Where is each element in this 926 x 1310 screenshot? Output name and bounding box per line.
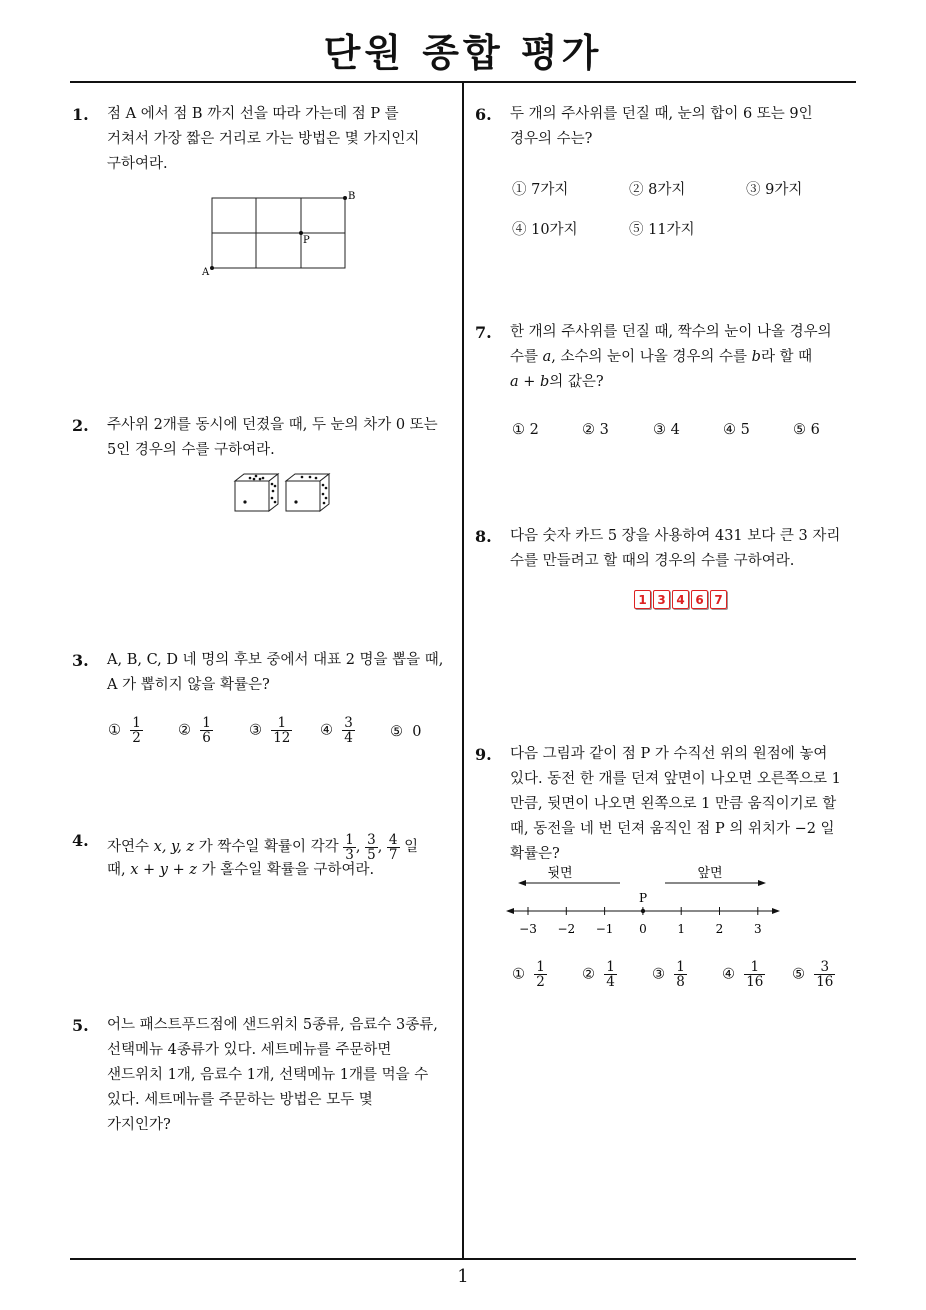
- tick-label: 3: [753, 922, 762, 936]
- question-number: 6.: [475, 105, 492, 124]
- tick-label: 1: [677, 922, 686, 936]
- number-cards: [634, 590, 727, 609]
- option-4[interactable]: ④ $\frac{1}{16}$: [722, 959, 764, 990]
- grid-figure: [195, 185, 370, 280]
- number-line-figure: [500, 860, 790, 940]
- back-label: 뒷면: [547, 866, 573, 881]
- question-text: 한 개의 주사위를 던질 때, 짝수의 눈이 나올 경우의 수를 a, 소수의 눈이 나올 경우의 수를 b라 할 때 a + b의 값은?: [510, 324, 832, 390]
- option-1[interactable]: ① 2: [512, 422, 539, 438]
- tick-label: −1: [595, 922, 614, 936]
- point-p-label: P: [638, 891, 648, 905]
- tick-label: 2: [715, 922, 724, 936]
- front-label: 앞면: [697, 866, 723, 881]
- question-text: 자연수 x, y, z 가 짝수일 확률이 각각 $\frac{1}{3}$ , $\frac{3}{5}$ , $\frac{4}{7}$ 일 때, x + y + z 가 홀수일 확률을 구하여라.: [107, 831, 419, 878]
- option-2[interactable]: ② $\frac{1}{4}$: [582, 959, 615, 990]
- question-text: 다음 그림과 같이 점 P 가 수직선 위의 원점에 놓여 있다. 동전 한 개를 던져 앞면이 나오면 오른쪽으로 1 만큼, 뒷면이 나오면 왼쪽으로 1 만큼 움직이기로 할 때, 동전을 네 번 던져 움직인 점 P 의 위치가 −2 일 확률은?: [510, 746, 841, 862]
- tick-label: −3: [519, 922, 537, 936]
- point-p-label: P: [303, 235, 310, 246]
- question-number: 5.: [72, 1016, 89, 1035]
- question-text: 점 A 에서 점 B 까지 선을 따라 가는데 점 P 를 거쳐서 가장 짧은 거리로 가는 방법은 몇 가지인지 구하여라.: [107, 106, 420, 172]
- option-1[interactable]: ① $\frac{1}{2}$: [512, 959, 545, 990]
- page-title: 단원 종합 평가: [323, 31, 603, 75]
- option-3[interactable]: ③ 4: [653, 422, 680, 438]
- q9-options: [512, 960, 852, 1000]
- tick-label: 0: [639, 922, 647, 936]
- question-text: 다음 숫자 카드 5 장을 사용하여 431 보다 큰 3 자리 수를 만들려고 할 때의 경우의 수를 구하여라.: [510, 528, 841, 569]
- number-card: 3: [653, 590, 670, 609]
- q6-options: [512, 178, 852, 238]
- q3-options: [108, 716, 458, 756]
- die-2: [286, 474, 329, 511]
- question-number: 8.: [475, 527, 492, 546]
- number-card: 1: [634, 590, 651, 609]
- column-divider: [462, 82, 464, 1258]
- option-2[interactable]: ② 8가지: [629, 182, 686, 198]
- option-3[interactable]: ③ 9가지: [746, 182, 803, 198]
- question-text: 두 개의 주사위를 던질 때, 눈의 합이 6 또는 9인 경우의 수는?: [510, 106, 813, 147]
- option-5[interactable]: ⑤ 11가지: [629, 222, 695, 238]
- option-2[interactable]: ② $\frac{1}{6}$: [178, 715, 211, 746]
- number-card: 6: [691, 590, 708, 609]
- question-number: 3.: [72, 651, 89, 670]
- q7-options: [512, 422, 852, 446]
- question-number: 1.: [72, 105, 89, 124]
- question-text: A, B, C, D 네 명의 후보 중에서 대표 2 명을 뽑을 때, A 가 뽑히지 않을 확률은?: [107, 652, 444, 693]
- option-4[interactable]: ④ $\frac{3}{4}$: [320, 715, 353, 746]
- bottom-rule: [70, 1258, 856, 1260]
- option-3[interactable]: ③ $\frac{1}{8}$: [652, 959, 685, 990]
- number-card: 7: [710, 590, 727, 609]
- point-a-label: A: [202, 267, 210, 278]
- option-1[interactable]: ① 7가지: [512, 182, 569, 198]
- option-3[interactable]: ③ $\frac{1}{12}$: [249, 715, 291, 746]
- page-number: 1: [457, 1266, 469, 1287]
- dice-figure: [230, 472, 335, 514]
- option-5[interactable]: ⑤ 6: [793, 422, 820, 438]
- option-4[interactable]: ④ 10가지: [512, 222, 578, 238]
- option-5[interactable]: ⑤ 0: [390, 724, 422, 740]
- question-text: 주사위 2개를 동시에 던졌을 때, 두 눈의 차가 0 또는 5인 경우의 수를 구하여라.: [107, 417, 438, 458]
- question-number: 7.: [475, 323, 492, 342]
- option-5[interactable]: ⑤ $\frac{3}{16}$: [792, 959, 834, 990]
- option-1[interactable]: ① $\frac{1}{2}$: [108, 715, 141, 746]
- tick-label: −2: [557, 922, 576, 936]
- question-number: 9.: [475, 745, 492, 764]
- die-1: [235, 474, 278, 511]
- option-2[interactable]: ② 3: [582, 422, 609, 438]
- question-number: 4.: [72, 831, 89, 850]
- option-4[interactable]: ④ 5: [723, 422, 750, 438]
- question-number: 2.: [72, 416, 89, 435]
- point-b-label: B: [348, 191, 356, 202]
- question-text: 어느 패스트푸드점에 샌드위치 5종류, 음료수 3종류, 선택메뉴 4종류가 있다. 세트메뉴를 주문하면 샌드위치 1개, 음료수 1개, 선택메뉴 1개를 먹을 수 있다. 세트메뉴를 주문하는 방법은 모두 몇 가지인가?: [107, 1017, 438, 1133]
- number-card: 4: [672, 590, 689, 609]
